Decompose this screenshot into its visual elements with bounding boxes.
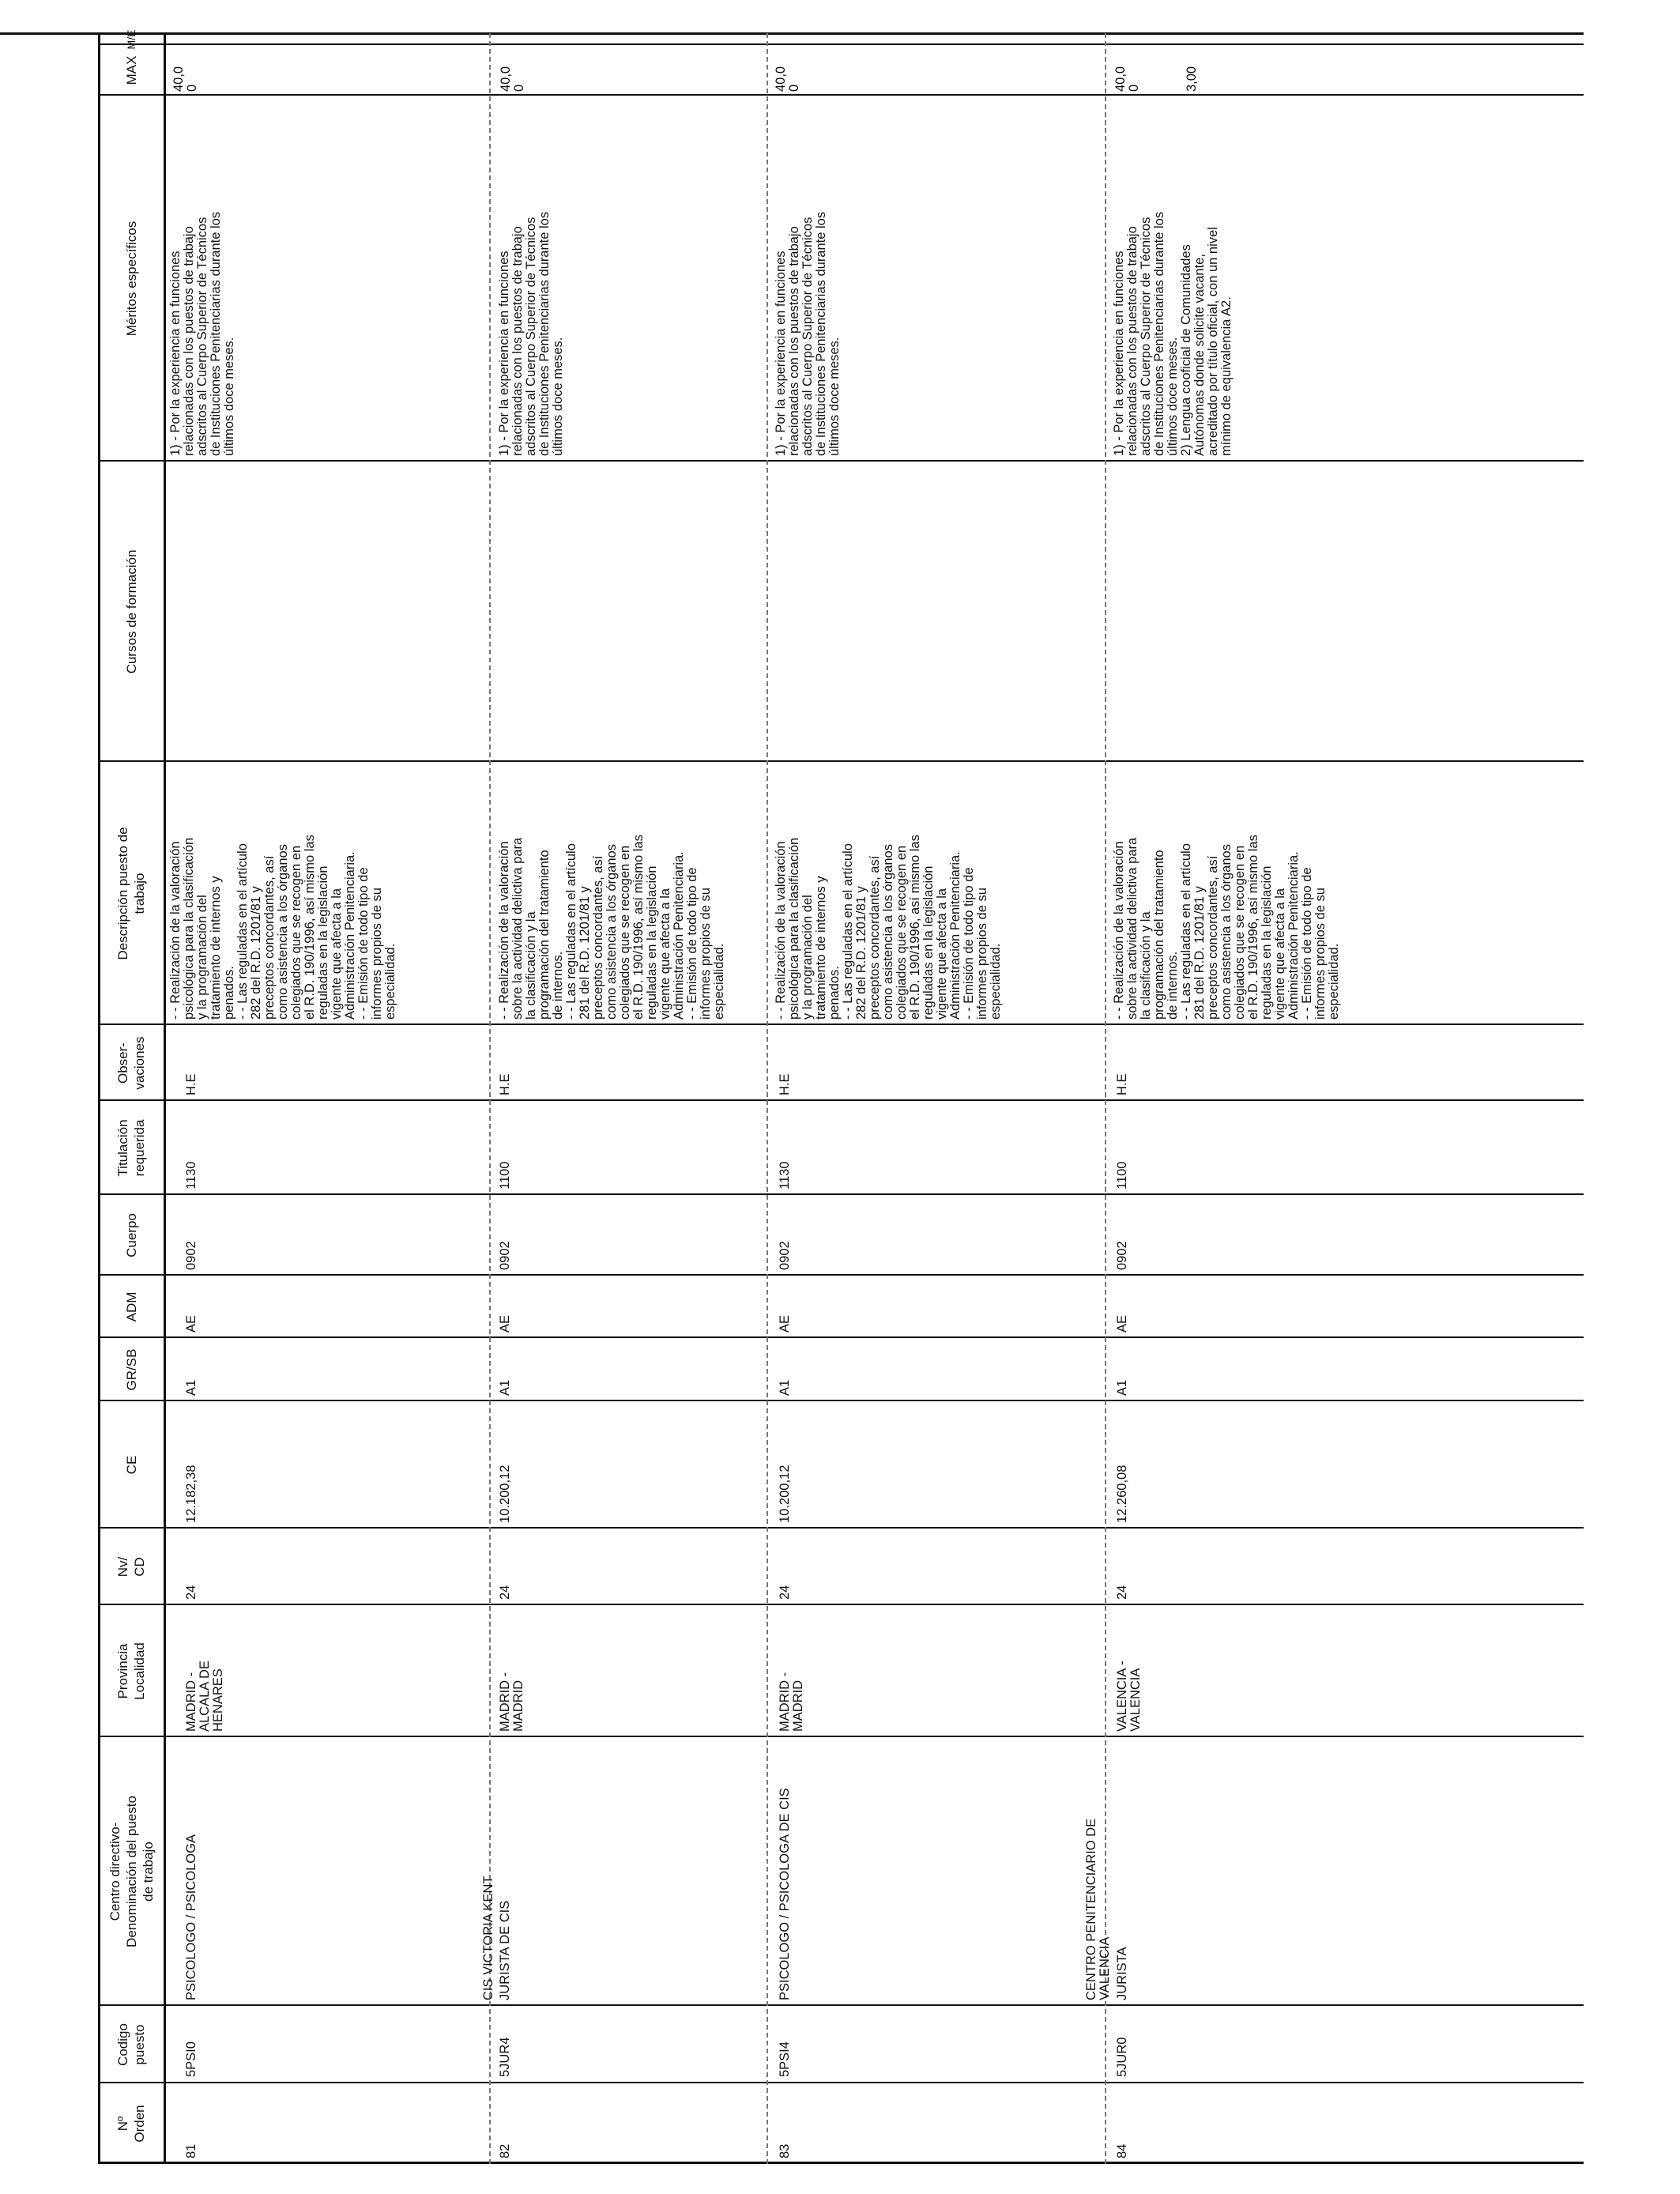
cell-observaciones: H.E — [498, 1073, 512, 1095]
cell-centro-header: CENTRO PENITENCIARIO DE VALENCIA — [1084, 1818, 1112, 2000]
col-sep-provincia — [98, 1604, 1584, 1605]
header-orden: Nº Orden — [115, 2105, 147, 2143]
cell-meritos: 1) - Por la experiencia en funciones relacionadas con los puestos de trabajo adscritos al Cuerpo Superior de Técnicos de Instituciones Penitenciarias durante los últimos doce meses. — [774, 211, 842, 456]
header-meritos: Méritos específicos — [123, 221, 139, 337]
cell-nivel: 24 — [1115, 1585, 1129, 1600]
cell-codigo: 5PSI0 — [184, 2041, 198, 2077]
cell-provincia: MADRID - MADRID — [778, 1672, 805, 1732]
col-sep-titulacion — [98, 1099, 1584, 1101]
header-centro: Centro directivo- Denominación del puesto de trabajo — [107, 1796, 156, 1947]
cell-cuerpo: 0902 — [778, 1241, 792, 1270]
cell-meritos: 1) - Por la experiencia en funciones relacionadas con los puestos de trabajo adscritos al Cuerpo Superior de Técnicos de Instituciones Penitenciarias durante los últimos doce meses. 2) Lengua cooficial de Comunidades Autónomas donde solicite vacante, acreditado por título oficial, con un nivel mínimo de equivalencia A2. — [1112, 211, 1234, 456]
col-sep-cursos — [98, 460, 1584, 462]
cell-codigo: 5JUR4 — [498, 2037, 512, 2077]
col-sep-ce — [98, 1400, 1584, 1401]
cell-provincia: VALENCIA - VALENCIA — [1115, 1661, 1143, 1732]
cell-centro: JURISTA DE CIS — [498, 1900, 512, 2000]
col-sep-observaciones — [98, 1023, 1584, 1025]
cell-codigo: 5JUR0 — [1115, 2037, 1129, 2077]
cell-provincia: MADRID - MADRID — [498, 1672, 525, 1732]
header-ce: CE — [123, 1455, 139, 1475]
cell-max: 40,0 0 — [499, 66, 526, 92]
cell-observaciones: H.E — [184, 1073, 198, 1095]
cell-centro-header: CIS VICTORIA KENT — [481, 1875, 495, 2000]
header-provincia: Provincia Localidad — [115, 1642, 147, 1700]
cell-max: 40,0 0 — [171, 66, 199, 92]
col-sep-centro — [98, 1736, 1584, 1737]
cell-max: 40,0 0 — [1113, 66, 1141, 92]
cell-codigo: 5PSI4 — [778, 2041, 792, 2077]
col-sep-meritos — [98, 94, 1584, 96]
cell-adm: AE — [498, 1314, 512, 1333]
col-sep-nivel — [98, 1527, 1584, 1529]
cell-descripcion: - - Realización de la valoración psicológica para la clasificación y la programación del tratamiento de internos y penados. - - Las reguladas en el artículo 282 del R.D. 1201/81 y preceptos concordantes, así como asistencia a los órganos colegiados que se recogen en el R.D. 190/1996, así mismo las reguladas en la legislación vigente que afecta a la Administración Penitenciaria. - - Emisión de todo tipo de informes propios de su especialidad. — [168, 835, 397, 1020]
header-nivel: Nv/ CD — [115, 1556, 147, 1578]
cell-nivel: 24 — [498, 1585, 512, 1600]
cell-orden: 82 — [498, 2143, 512, 2158]
cell-ce: 12.182,38 — [184, 1465, 198, 1523]
col-sep-cuerpo — [98, 1193, 1584, 1195]
cell-adm: AE — [778, 1314, 792, 1333]
col-sep-orden — [98, 2082, 1584, 2083]
cell-adm: AE — [1115, 1314, 1129, 1333]
cell-cuerpo: 0902 — [1115, 1241, 1129, 1270]
cell-grsb: A1 — [778, 1379, 792, 1396]
cell-titulacion: 1100 — [498, 1161, 512, 1189]
header-codigo: Codigo puesto — [115, 2023, 147, 2066]
cell-orden: 84 — [1115, 2143, 1129, 2158]
col-sep-adm — [98, 1274, 1584, 1276]
col-sep-max — [98, 43, 1584, 45]
cell-max: 40,0 0 — [774, 66, 801, 92]
header-titulacion: Titulación requerida — [115, 1119, 147, 1177]
table-left-border — [98, 2162, 1584, 2164]
header-max: MAX — [123, 55, 139, 85]
cell-centro: PSICOLOGO / PSICOLOGA — [184, 1834, 198, 2000]
col-sep-codigo — [98, 2004, 1584, 2006]
cell-nivel: 24 — [778, 1585, 792, 1600]
cell-provincia: MADRID - ALCALA DE HENARES — [184, 1661, 225, 1732]
cell-observaciones: H.E — [778, 1073, 792, 1095]
row-sep-1 — [489, 33, 491, 2164]
cell-titulacion: 1130 — [778, 1161, 792, 1189]
header-grsb: GR/SB — [123, 1348, 139, 1391]
cell-ce: 10.200,12 — [778, 1465, 792, 1523]
cell-centro: JURISTA — [1115, 1947, 1129, 2000]
cell-descripcion: - - Realización de la valoración sobre la actividad delictiva para la clasificación y la programación del tratamiento de internos. - - Las reguladas en el artículo 281 del R.D. 1201/81 y preceptos concordantes, así como asistencia a los órganos colegiados que se recogen en el R.D. 190/1996, así mismo las reguladas en la legislación vigente que afecta a la Administración Penitenciaria. - - Emisión de todo tipo de informes propios de su especialidad. — [497, 835, 726, 1020]
header-observaciones: Obser- vaciones — [115, 1036, 147, 1090]
cell-descripcion: - - Realización de la valoración sobre la actividad delictiva para la clasificación y la programación del tratamiento de internos. - - Las reguladas en el artículo 281 del R.D. 1201/81 y preceptos concordantes, así como asistencia a los órganos colegiados que se recogen en el R.D. 190/1996, así mismo las reguladas en la legislación vigente que afecta a la Administración Penitenciaria. - - Emisión de todo tipo de informes propios de su especialidad. — [1112, 835, 1341, 1020]
cell-titulacion: 1100 — [1115, 1161, 1129, 1189]
cell-orden: 81 — [184, 2143, 198, 2158]
cell-meritos: 1) - Por la experiencia en funciones relacionadas con los puestos de trabajo adscritos al Cuerpo Superior de Técnicos de Instituciones Penitenciarias durante los últimos doce meses. — [168, 211, 236, 456]
header-cursos: Cursos de formación — [123, 549, 139, 674]
cell-centro: PSICOLOGO / PSICOLOGA DE CIS — [778, 1788, 792, 2000]
header-me: M/E — [124, 29, 137, 50]
cell-max-secondary: 3,00 — [1185, 66, 1199, 92]
cell-titulacion: 1130 — [184, 1161, 198, 1189]
row-sep-2 — [767, 33, 768, 2164]
cell-meritos: 1) - Por la experiencia en funciones relacionadas con los puestos de trabajo adscritos al Cuerpo Superior de Técnicos de Instituciones Penitenciarias durante los últimos doce meses. — [497, 211, 565, 456]
cell-descripcion: - - Realización de la valoración psicológica para la clasificación y la programación del tratamiento de internos y penados. - - Las reguladas en el artículo 282 del R.D. 1201/81 y preceptos concordantes, así como asistencia a los órganos colegiados que se recogen en el R.D. 190/1996, así mismo las reguladas en la legislación vigente que afecta a la Administración Penitenciaria. - - Emisión de todo tipo de informes propios de su especialidad. — [774, 835, 1003, 1020]
cell-ce: 10.200,12 — [498, 1465, 512, 1523]
cell-grsb: A1 — [498, 1379, 512, 1396]
header-cuerpo: Cuerpo — [123, 1213, 139, 1257]
col-sep-descripcion — [98, 760, 1584, 762]
cell-grsb: A1 — [1115, 1379, 1129, 1396]
cell-nivel: 24 — [184, 1585, 198, 1600]
cell-grsb: A1 — [184, 1379, 198, 1396]
cell-orden: 83 — [778, 2143, 792, 2158]
cell-adm: AE — [184, 1314, 198, 1333]
header-descripcion: Descripción puesto de trabajo — [115, 827, 147, 960]
cell-observaciones: H.E — [1115, 1073, 1129, 1095]
header-adm: ADM — [123, 1291, 139, 1322]
cell-cuerpo: 0902 — [498, 1241, 512, 1270]
cell-cuerpo: 0902 — [184, 1241, 198, 1270]
table-right-border — [0, 32, 1584, 35]
cell-ce: 12.260,08 — [1115, 1465, 1129, 1523]
col-sep-grsb — [98, 1336, 1584, 1338]
